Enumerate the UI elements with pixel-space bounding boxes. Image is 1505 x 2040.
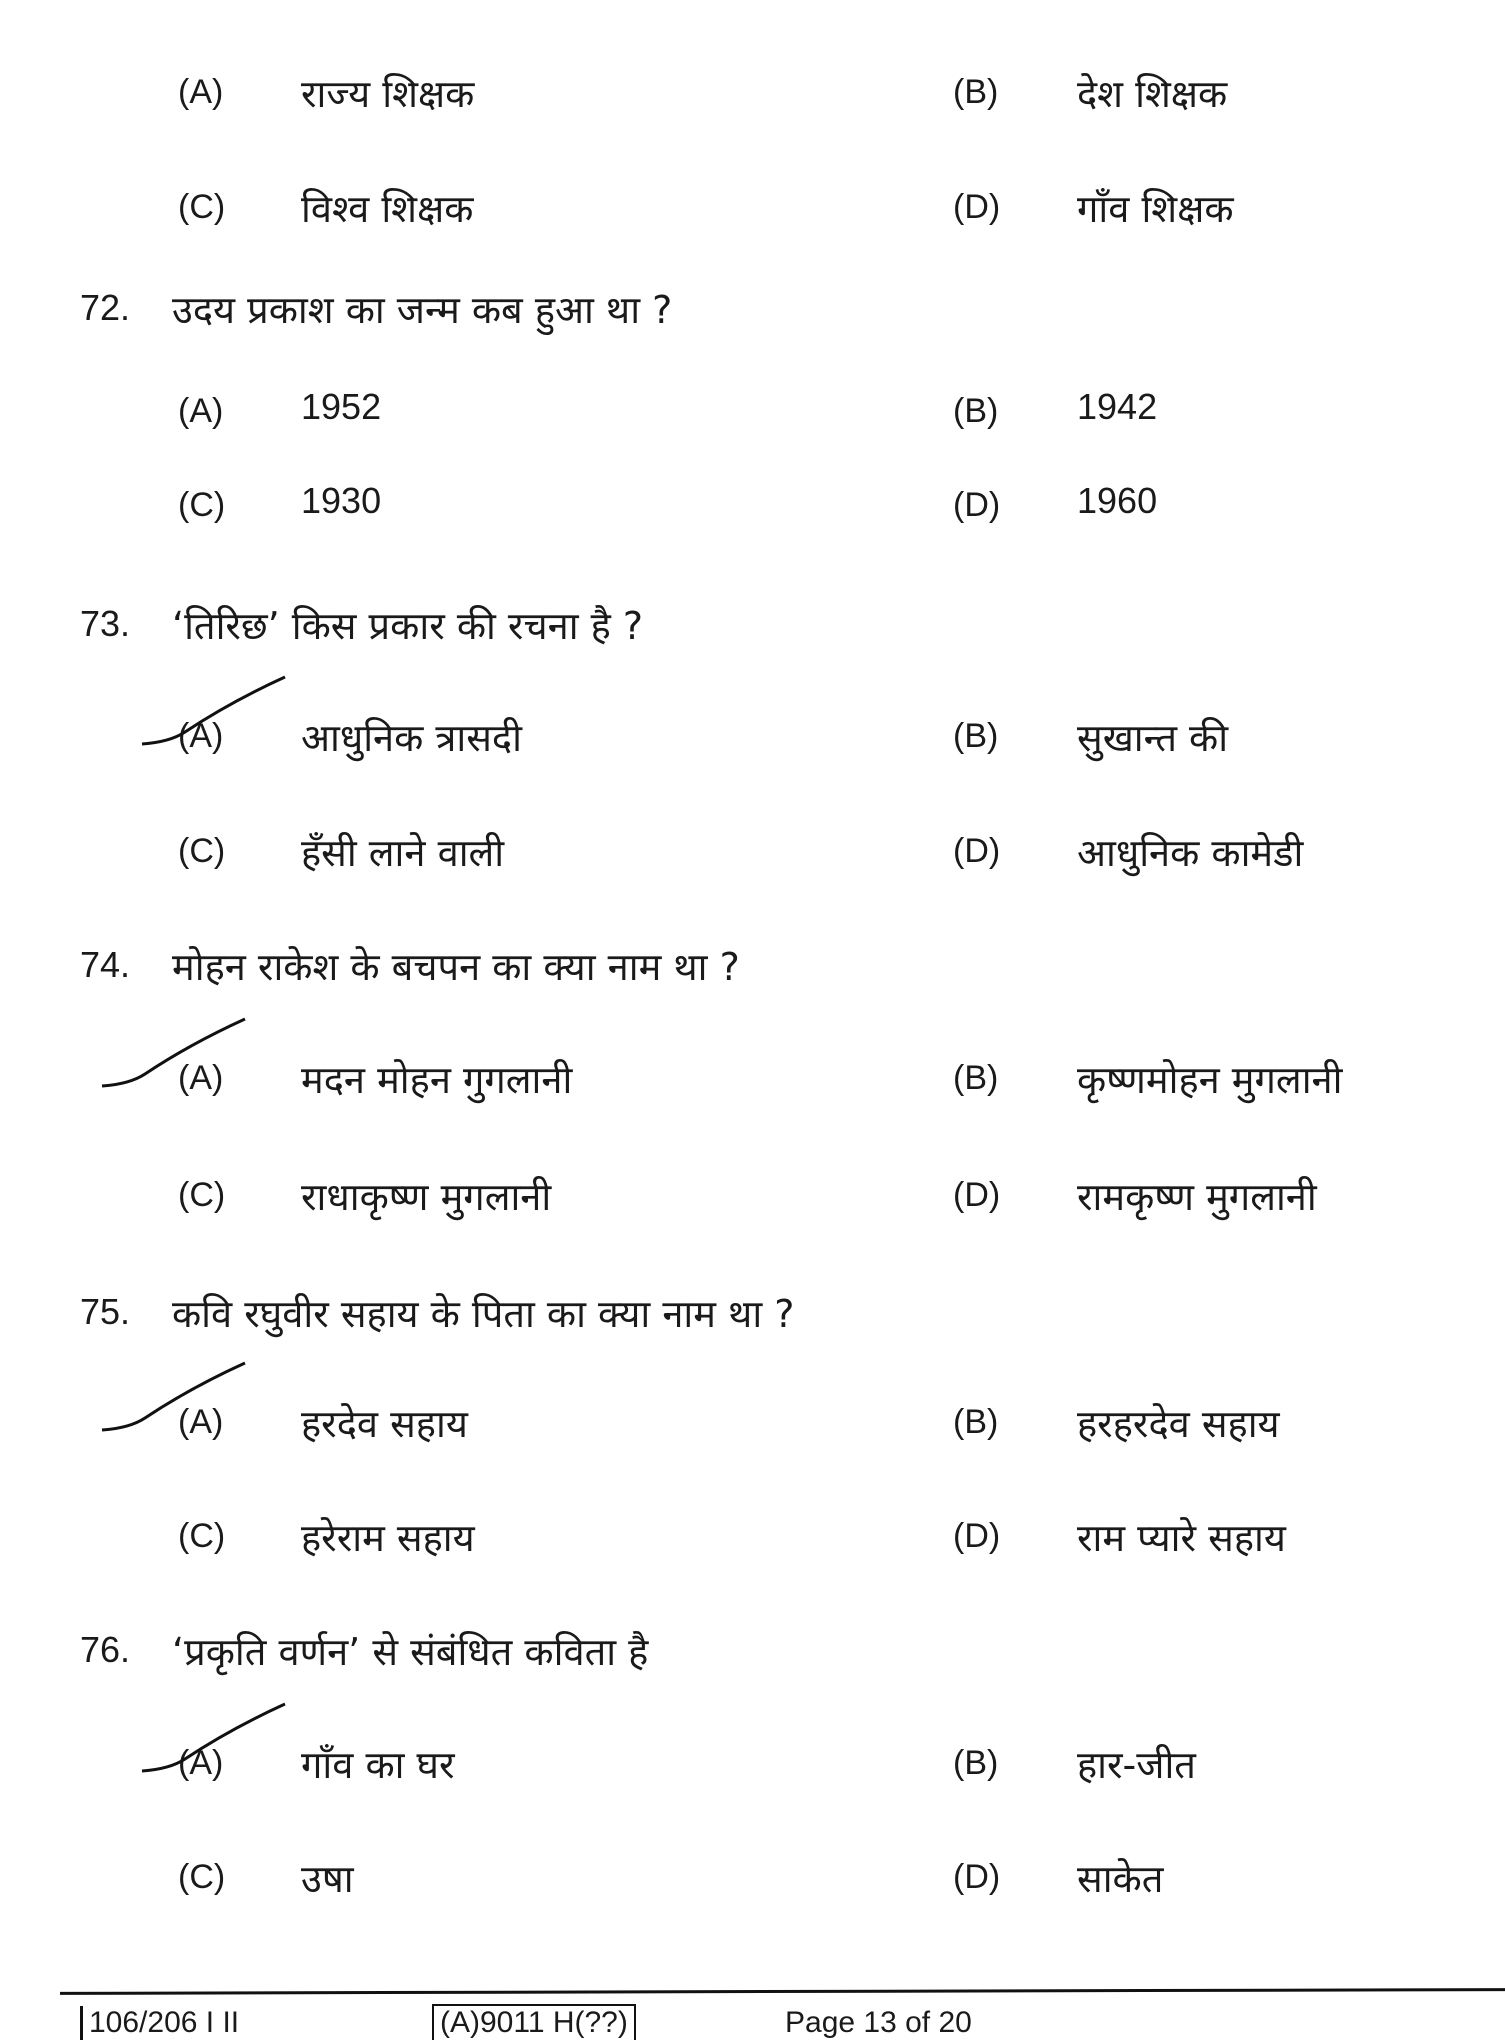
option-d-text: राम प्यारे सहाय xyxy=(1077,1516,1286,1560)
option-b-label: (B) xyxy=(953,73,999,111)
question-number: 75. xyxy=(80,1291,131,1332)
footer-divider xyxy=(60,1988,1505,1995)
footer-paper-code: 106/206 I II xyxy=(80,2006,239,2040)
option-a-text: गाँव का घर xyxy=(301,1743,455,1787)
option-a-label: (A) xyxy=(178,1059,224,1097)
option-c-text: 1930 xyxy=(301,480,382,521)
option-b-label: (B) xyxy=(953,1059,999,1097)
option-c-text: हरेराम सहाय xyxy=(301,1516,475,1560)
question-number: 72. xyxy=(80,287,131,328)
option-b-text: 1942 xyxy=(1077,386,1158,427)
answer-tick-mark xyxy=(140,1699,340,1799)
option-c-text: उषा xyxy=(301,1857,354,1901)
question-text: कवि रघुवीर सहाय के पिता का क्या नाम था ? xyxy=(172,1292,795,1336)
option-d-text: 1960 xyxy=(1077,480,1158,521)
option-d-text: आधुनिक कामेडी xyxy=(1077,831,1304,875)
option-d-label: (D) xyxy=(953,1176,1001,1214)
option-b-text: देश शिक्षक xyxy=(1077,72,1228,116)
option-d-label: (D) xyxy=(953,1858,1001,1896)
option-c-text: हँसी लाने वाली xyxy=(301,831,505,875)
option-b-text: हार-जीत xyxy=(1077,1743,1196,1787)
option-a-label: (A) xyxy=(178,1744,224,1782)
option-d-label: (D) xyxy=(953,188,1001,226)
option-c-label: (C) xyxy=(178,1517,226,1555)
option-a-label: (A) xyxy=(178,717,224,755)
option-d-label: (D) xyxy=(953,832,1001,870)
footer-set-code: (A)9011 H(??) xyxy=(432,2004,636,2040)
option-d-text: साकेत xyxy=(1077,1857,1164,1901)
option-d-text: रामकृष्ण मुगलानी xyxy=(1077,1175,1317,1219)
option-b-label: (B) xyxy=(953,1403,999,1441)
option-a-label: (A) xyxy=(178,392,224,430)
option-c-text: राधाकृष्ण मुगलानी xyxy=(301,1175,552,1219)
answer-tick-mark xyxy=(100,1014,300,1114)
question-number: 76. xyxy=(80,1629,131,1670)
footer-page-number: Page 13 of 20 xyxy=(785,2006,972,2039)
question-text: मोहन राकेश के बचपन का क्या नाम था ? xyxy=(172,945,740,989)
option-b-label: (B) xyxy=(953,717,999,755)
option-a-text: हरदेव सहाय xyxy=(301,1402,468,1446)
option-b-text: सुखान्त की xyxy=(1077,716,1229,760)
option-a-text: मदन मोहन गुगलानी xyxy=(301,1058,573,1102)
option-a-label: (A) xyxy=(178,1403,224,1441)
option-b-text: हरहरदेव सहाय xyxy=(1077,1402,1280,1446)
option-b-text: कृष्णमोहन मुगलानी xyxy=(1077,1058,1343,1102)
answer-tick-mark xyxy=(140,672,340,772)
option-a-text: राज्य शिक्षक xyxy=(301,72,475,116)
question-text: ‘प्रकृति वर्णन’ से संबंधित कविता है xyxy=(172,1630,649,1674)
option-b-label: (B) xyxy=(953,1744,999,1782)
option-b-label: (B) xyxy=(953,392,999,430)
option-c-label: (C) xyxy=(178,832,226,870)
option-d-text: गाँव शिक्षक xyxy=(1077,187,1234,231)
option-c-label: (C) xyxy=(178,486,226,524)
question-number: 74. xyxy=(80,944,131,985)
question-text: ‘तिरिछ’ किस प्रकार की रचना है ? xyxy=(172,604,644,648)
question-number: 73. xyxy=(80,603,131,644)
option-a-text: आधुनिक त्रासदी xyxy=(301,716,522,760)
option-d-label: (D) xyxy=(953,1517,1001,1555)
option-c-text: विश्व शिक्षक xyxy=(301,187,474,231)
option-a-label: (A) xyxy=(178,73,224,111)
option-c-label: (C) xyxy=(178,188,226,226)
option-c-label: (C) xyxy=(178,1176,226,1214)
question-text: उदय प्रकाश का जन्म कब हुआ था ? xyxy=(172,288,673,332)
option-c-label: (C) xyxy=(178,1858,226,1896)
answer-tick-mark xyxy=(100,1358,300,1458)
option-d-label: (D) xyxy=(953,486,1001,524)
option-a-text: 1952 xyxy=(301,386,382,427)
